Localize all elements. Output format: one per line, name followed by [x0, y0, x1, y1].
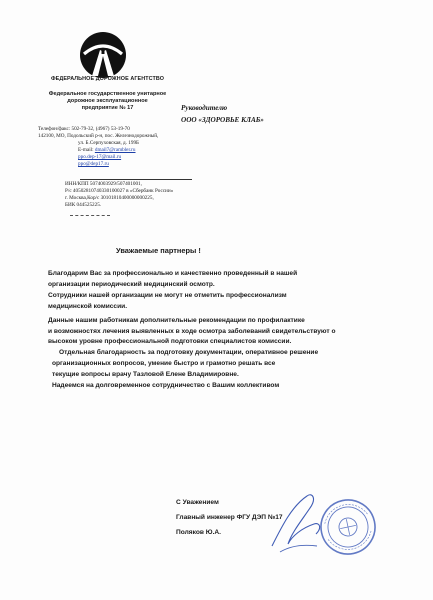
signer-name: Поляков Ю.А. [176, 529, 221, 536]
address-line: 142100, МО, Подольский р-н, пос. Железнодорожный, [38, 133, 159, 140]
divider [70, 215, 110, 216]
body-line: организации периодический медицинский осмотр. [48, 280, 215, 288]
email-link[interactable]: ppo.dep-17@mail.ru [78, 154, 122, 161]
email-label: E-mail: [78, 147, 94, 154]
agency-name: ФЕДЕРАЛЬНОЕ ДОРОЖНОЕ АГЕНТСТВО [50, 76, 164, 82]
email-line [38, 161, 188, 168]
addressee-company: ООО «ЗДОРОВЬЕ КЛАБ» [181, 116, 264, 124]
bank-requisites [65, 181, 195, 209]
body-line: и возможностях лечения выявленных в ходе осмотра заболеваний свидетельствуют о [48, 327, 336, 335]
addressee-title: Руководителю [181, 104, 228, 112]
official-stamp-icon [318, 497, 378, 557]
phone-line: Телефон/факс: 502-79-32, (4967) 53-19-70 [38, 126, 130, 132]
divider [80, 179, 192, 180]
body-line: организационных вопросов, умение быстро и грамотно решать все [52, 360, 276, 368]
signer-position: Главный инженер ФГУ ДЭП №17 [176, 514, 283, 521]
letter-body [48, 269, 408, 392]
requisites-line: Р/с 40502810740330100027 в «Сбербанк России» [65, 187, 174, 194]
body-line: Данные нашим работникам дополнительные рекомендации по профилактике [48, 316, 305, 324]
body-line: высоком уровне профессиональной подготовки специалистов комиссии. [48, 338, 292, 346]
addressee-block [181, 102, 264, 126]
greeting: Уважаемые партнеры ! [116, 246, 201, 255]
requisites-line: ИНН/КПП 5074003929/507401001, [65, 181, 142, 187]
body-line: медицинской комиссии. [48, 302, 128, 310]
closing: С Уважением [176, 499, 219, 506]
email-line [38, 147, 188, 154]
requisites-line: БИК 044525225. [65, 201, 102, 208]
org-line: Федеральное государственное унитарное [48, 91, 167, 97]
organization-name [30, 91, 185, 113]
body-line: Надеемся на долговременное сотрудничество с Вашим коллективом [52, 382, 280, 390]
email-link[interactable]: dmail7@rambler.ru [94, 147, 136, 154]
body-line: Благодарим Вас за профессионально и качественно проведенный в нашей [48, 270, 298, 277]
org-line: дорожное эксплуатационное [67, 98, 148, 105]
body-line: Сотрудники нашей организации не могут не отметить профессионализм [48, 291, 287, 299]
agency-emblem-icon [78, 30, 128, 80]
body-line: текущие вопросы врачу Тазловой Елене Владимировне. [52, 371, 239, 379]
email-link[interactable]: ppo@dep17.ru [78, 161, 109, 168]
email-line [38, 154, 188, 161]
contacts-block [38, 126, 188, 169]
body-line: Отдельная благодарность за подготовку документации, оперативное решение [59, 349, 319, 357]
address-line: ул. Б.Серпуховская, д. 199Б [78, 140, 140, 147]
org-line: предприятие № 17 [81, 105, 134, 112]
requisites-line: г. Москва,Кор/с 30101810400000000225, [65, 194, 154, 201]
